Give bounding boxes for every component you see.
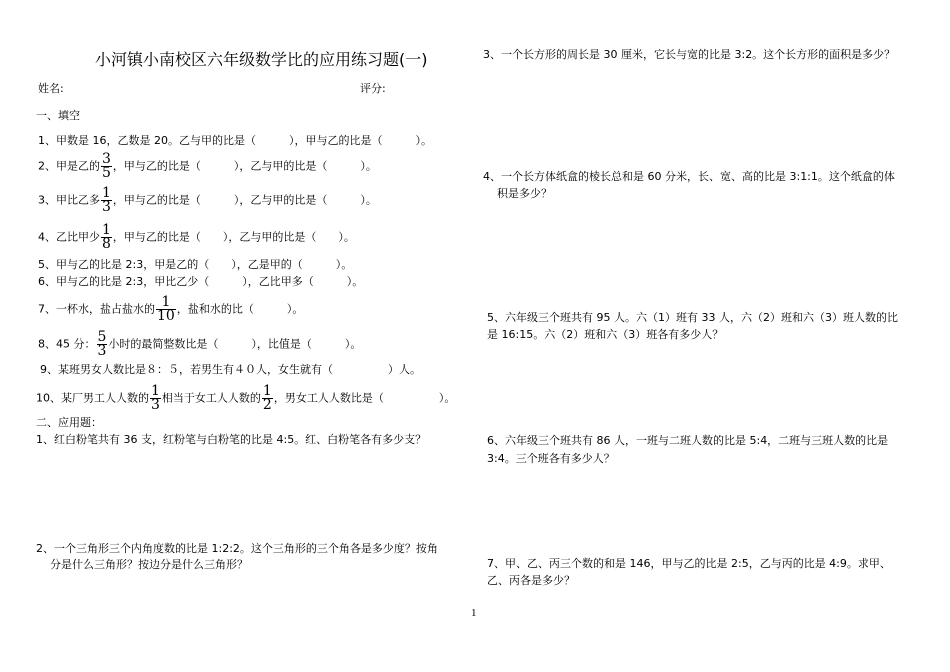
question-2-text-b: ，甲与乙的比是（ ），乙与甲的比是（ ）。: [112, 159, 377, 173]
question-4-text-b: ，甲与乙的比是（ ），乙与甲的比是（ ）。: [112, 230, 355, 244]
question-9: 9、某班男女人数比是８：５，若男生有４０人，女生就有（ ）人。: [40, 363, 421, 376]
page-title: 小河镇小南校区六年级数学比的应用练习题(一): [95, 50, 428, 69]
fraction-numerator: 1: [151, 383, 160, 399]
fraction-denominator: 3: [102, 199, 111, 215]
question-3-text-b: ，甲与乙的比是（ ），乙与甲的比是（ ）。: [112, 193, 377, 207]
question-7: [38, 296, 303, 323]
question-8-text-b: 小时的最简整数比是（ ），比值是（ ）。: [108, 337, 362, 351]
problem-4-line-2: 积是多少？: [497, 187, 552, 200]
problem-6-line-1: 6、六年级三个班共有 86 人，一班与二班人数的比是 5:4，二班与三班人数的比是: [487, 434, 889, 447]
fraction-denominator: 3: [97, 343, 107, 359]
fraction-1-8: [101, 224, 112, 251]
problem-2-line-2: 分是什么三角形？按边分是什么三角形？: [50, 558, 248, 571]
problem-5-line-2: 是 16:15。六（2）班和六（3）班各有多少人？: [487, 328, 724, 341]
fraction-numerator: 3: [102, 151, 111, 167]
problem-5-line-1: 5、六年级三个班共有 95 人。六（1）班有 33 人，六（2）班和六（3）班人数的比: [487, 311, 898, 324]
section-application-heading: 二、应用题：: [36, 416, 102, 429]
problem-3: 3、一个长方形的周长是 30 厘米，它长与宽的比是 3:2。这个长方形的面积是多少？: [483, 48, 896, 61]
question-2: [38, 153, 377, 180]
fraction-denominator: 5: [102, 165, 111, 181]
question-10-text-m: 相当于女工人人数的: [161, 391, 261, 405]
score-label: 评分:: [360, 82, 386, 95]
fraction-denominator: 3: [151, 397, 160, 413]
question-10-text-b: ，男女工人人数比是（ ）。: [273, 391, 456, 405]
problem-7-line-1: 7、甲、乙、丙三个数的和是 146，甲与乙的比是 2:5，乙与丙的比是 4:9。求甲、: [487, 557, 891, 570]
fraction-denominator: 2: [262, 397, 272, 413]
fraction-3-5: [101, 153, 112, 180]
question-3-text-a: 3、甲比乙多: [38, 193, 100, 207]
page-number: 1: [471, 607, 477, 619]
fraction-1-2: [262, 385, 273, 412]
fraction-numerator: 1: [262, 383, 272, 399]
question-2-text-a: 2、甲是乙的: [38, 159, 100, 173]
question-5: 5、甲与乙的比是 2:3，甲是乙的（ ），乙是甲的（ ）。: [38, 258, 353, 271]
question-10-text-a: 10、某厂男工人人数的: [36, 391, 149, 405]
question-4-text-a: 4、乙比甲少: [38, 230, 100, 244]
fraction-numerator: 1: [161, 294, 171, 310]
question-7-text-a: 7、一杯水，盐占盐水的: [38, 302, 155, 316]
question-7-text-b: ，盐和水的比（ ）。: [176, 302, 304, 316]
question-3: [38, 187, 377, 214]
fraction-numerator: 1: [102, 185, 111, 201]
problem-1: 1、红白粉笔共有 36 支，红粉笔与白粉笔的比是 4:5。红、白粉笔各有多少支？: [36, 433, 427, 446]
problem-2-line-1: 2、一个三角形三个内角度数的比是 1:2:2。这个三角形的三个角各是多少度？按角: [36, 542, 438, 555]
fraction-1-10: [156, 296, 176, 323]
fraction-5-3: [97, 331, 108, 358]
problem-4-line-1: 4、一个长方体纸盒的棱长总和是 60 分米，长、宽、高的比是 3:1:1。这个纸盒的体: [483, 170, 895, 183]
fraction-denominator: 10: [157, 308, 175, 324]
question-8-text-a: 8、45 分：: [38, 337, 96, 351]
fraction-1-3: [150, 385, 161, 412]
question-1: 1、甲数是 16，乙数是 20。乙与甲的比是（ ），甲与乙的比是（ ）。: [38, 134, 432, 147]
problem-6-line-2: 3:4。三个班各有多少人？: [487, 452, 615, 465]
question-4: [38, 224, 355, 251]
fraction-numerator: 5: [97, 329, 107, 345]
fraction-numerator: 1: [102, 222, 111, 238]
name-label: 姓名:: [38, 82, 64, 95]
section-fill-blank-heading: 一、填空: [36, 109, 80, 122]
fraction-denominator: 8: [102, 236, 111, 252]
question-10: [36, 385, 455, 412]
question-6: 6、甲与乙的比是 2:3，甲比乙少（ ），乙比甲多（ ）。: [38, 275, 364, 288]
question-8: [38, 331, 361, 358]
fraction-1-3: [101, 187, 112, 214]
problem-7-line-2: 乙、丙各是多少？: [487, 574, 575, 587]
